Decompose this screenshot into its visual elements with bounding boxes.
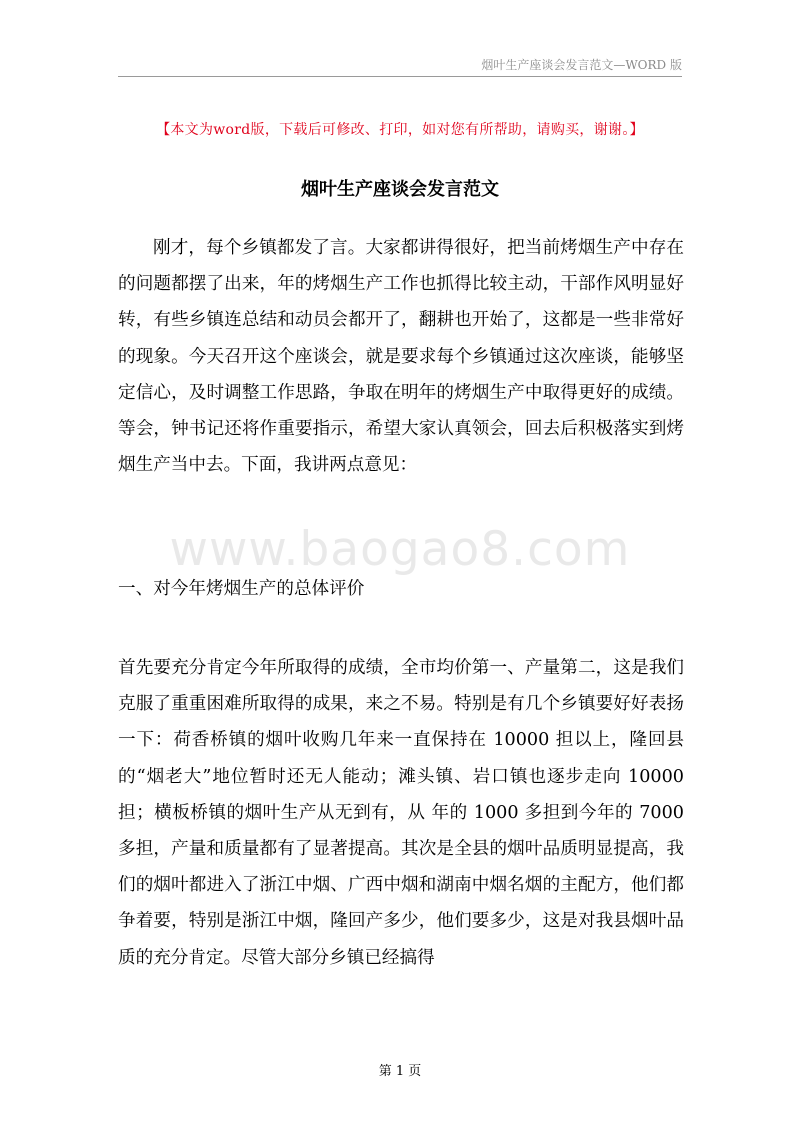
watermark: www.baogao8.com <box>169 522 631 577</box>
paragraph-evaluation: 首先要充分肯定今年所取得的成绩，全市均价第一、产量第二，这是我们克服了重重困难所取得的成果，来之不易。特别是有几个乡镇要好好表扬一下：荷香桥镇的烟叶收购几年来一直保持在 10000 担以上，隆回县的“烟老大”地位暂时还无人能动；滩头镇、岩口镇也逐步走向 10000 担；横板桥镇的烟叶生产从无到有，从 年的 1000 多担到今年的 7000 多担，产量和质量都有了显著提高。其次是全县的烟叶品质明显提高，我们的烟叶都进入了浙江中烟、广西中烟和湖南中烟名烟的主配方，他们都争着要，特别是浙江中烟，隆回产多少，他们要多少，这是对我县烟叶品质的充分肯定。尽管大部分乡镇已经搞得 <box>118 658 684 968</box>
running-header: 烟叶生产座谈会发言范文—WORD 版 <box>481 58 682 72</box>
purchase-notice: 【本文为word版，下载后可修改、打印，如对您有所帮助，请购买，谢谢。】 <box>156 122 644 138</box>
paragraph-intro: 刚才，每个乡镇都发了言。大家都讲得很好，把当前烤烟生产中存在的问题都摆了出来，年的烤烟生产工作也抓得比较主动，干部作风明显好转，有些乡镇连总结和动员会都开了，翻耕也开始了，这都是一些非常好的现象。今天召开这个座谈会，就是要求每个乡镇通过这次座谈，能够坚定信心，及时调整工作思路，争取在明年的烤烟生产中取得更好的成绩。等会，钟书记还将作重要指示，希望大家认真领会，回去后积极落实到烤烟生产当中去。下面，我讲两点意见： <box>118 238 684 476</box>
header-divider <box>118 76 682 77</box>
page-number: 第 1 页 <box>378 1064 422 1079</box>
document-title: 烟叶生产座谈会发言范文 <box>301 179 499 200</box>
section-heading: 一、对今年烤烟生产的总体评价 <box>118 579 365 599</box>
